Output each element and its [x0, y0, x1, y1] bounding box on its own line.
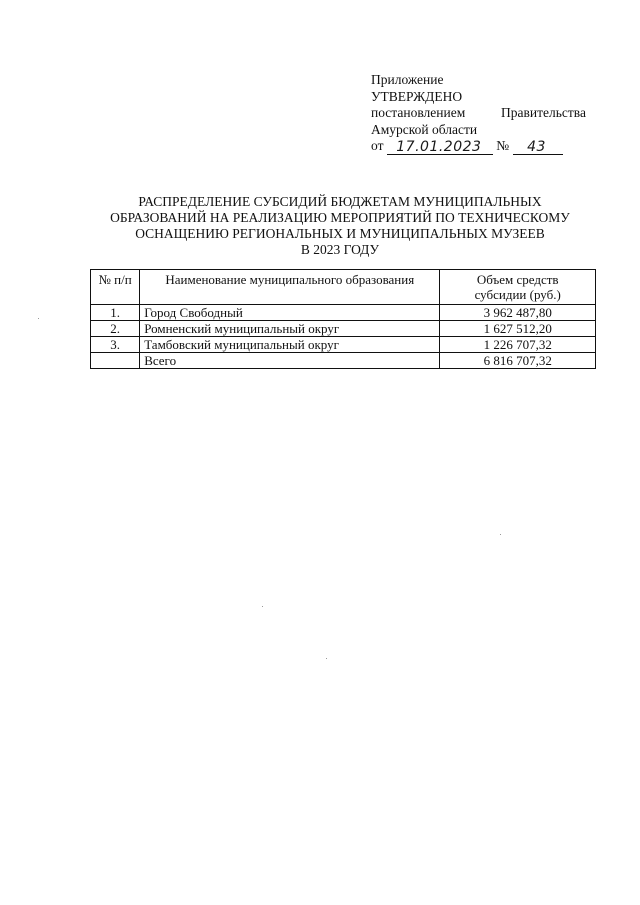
row-sum: 3 962 487,80 [440, 305, 596, 321]
scan-speck [326, 658, 327, 659]
handwritten-number: 43 [513, 140, 563, 155]
scan-speck [38, 318, 39, 319]
number-prefix: № [496, 138, 510, 153]
table-row [91, 337, 596, 353]
approval-block [371, 72, 586, 155]
scan-speck [262, 606, 263, 607]
table-header-row [91, 270, 596, 305]
total-label: Всего [140, 353, 440, 369]
row-name: Тамбовский муниципальный округ [140, 337, 440, 353]
title-line-2: ОБРАЗОВАНИЙ НА РЕАЛИЗАЦИЮ МЕРОПРИЯТИЙ ПО ТЕХНИЧЕСКОМУ [110, 210, 570, 225]
row-sum: 1 627 512,20 [440, 321, 596, 337]
row-num: 2. [91, 321, 140, 337]
total-sum: 6 816 707,32 [440, 353, 596, 369]
document-title [70, 194, 610, 258]
date-prefix: от [371, 138, 384, 153]
header-sum [440, 270, 596, 305]
approved-label: УТВЕРЖДЕНО [371, 88, 463, 104]
region-label: Амурской области [371, 121, 478, 137]
scan-speck [500, 534, 501, 535]
handwritten-date: 17.01.2023 [387, 140, 493, 155]
title-line-1: РАСПРЕДЕЛЕНИЕ СУБСИДИЙ БЮДЖЕТАМ МУНИЦИПАЛЬНЫХ [138, 194, 542, 209]
subsidies-table [90, 269, 596, 369]
appendix-label: Приложение [371, 72, 444, 87]
header-sum-line2: субсидии (руб.) [474, 287, 561, 302]
table-total-row [91, 353, 596, 369]
row-num: 3. [91, 337, 140, 353]
row-sum: 1 226 707,32 [440, 337, 596, 353]
row-num: 1. [91, 305, 140, 321]
header-sum-line1: Объем средств [476, 272, 559, 287]
header-name: Наименование муниципального образования [140, 270, 440, 305]
government-word: Правительства [501, 105, 586, 120]
resolution-line [371, 105, 586, 122]
row-name: Ромненский муниципальный округ [140, 321, 440, 337]
title-line-4: В 2023 ГОДУ [300, 242, 380, 257]
row-name: Город Свободный [140, 305, 440, 321]
total-num [91, 353, 140, 369]
table-row [91, 321, 596, 337]
date-number-line [371, 138, 586, 155]
table-row [91, 305, 596, 321]
resolution-word: постановлением [371, 105, 466, 120]
title-line-3: ОСНАЩЕНИЮ РЕГИОНАЛЬНЫХ И МУНИЦИПАЛЬНЫХ МУЗЕЕВ [135, 226, 545, 241]
header-num: № п/п [91, 270, 140, 305]
